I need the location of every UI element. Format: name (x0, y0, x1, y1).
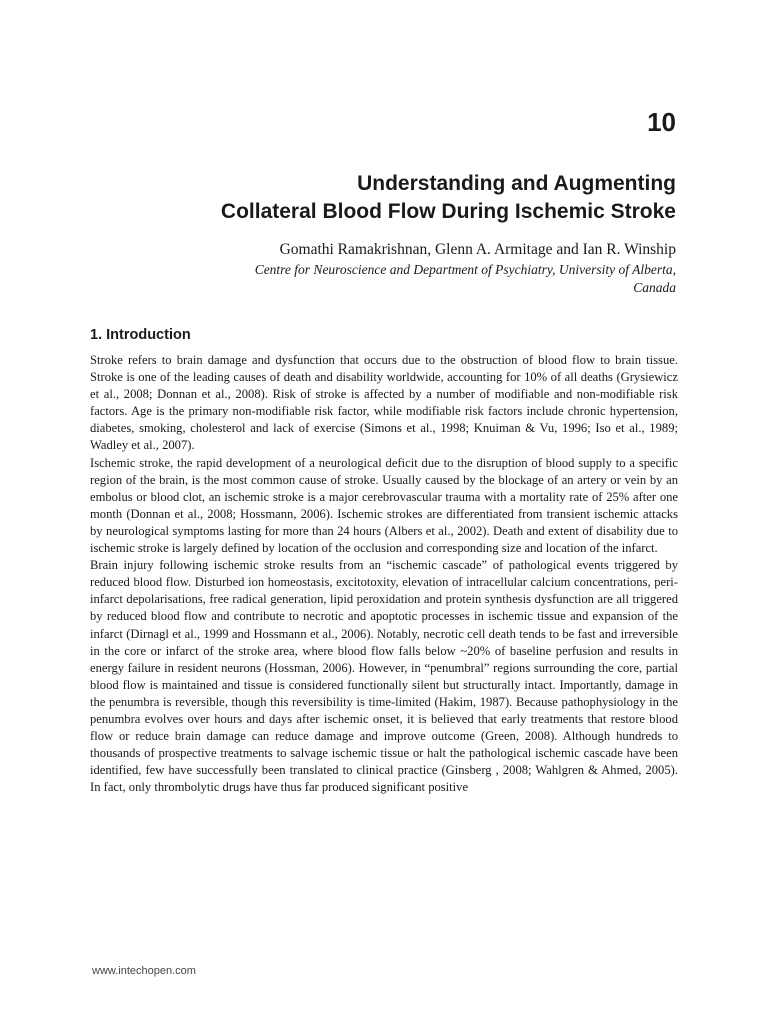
footer-url: www.intechopen.com (92, 965, 196, 977)
section-heading: 1. Introduction (90, 327, 191, 343)
body-paragraph: Brain injury following ischemic stroke results from an “ischemic cascade” of pathological events triggered by reduced blood flow. Disturbed ion homeostasis, excitotoxity, elevation of intracellular calcium concentrations, peri-infarct depolarisations, free radical generation, lipid peroxidation and protein synthesis dysfunction are all triggered by reduced blood flow and contribute to necrotic and apoptotic processes in ischemic tissue and expansion of the infarct (Dirnagl et al., 1999 and Hossmann et al., 2006). Notably, necrotic cell death tends to be fast and irreversible in the core or infarct of the stroke area, where blood flow falls below ~20% of baseline perfusion and results in energy failure in resident neurons (Hossman, 2006). However, in “penumbral” regions surrounding the core, partial blood flow is maintained and tissue is considered functionally silent but structurally intact. Importantly, damage in the penumbra is reversible, though this reversibility is time-limited (Hakim, 1987). Because pathophysiology in the penumbra evolves over hours and days after ischemic onset, it is believed that early treatments that restore blood flow or reduce brain damage can reduce damage and improve outcome (Green, 2008). Although hundreds to thousands of prospective treatments to salvage ischemic tissue or halt the pathological ischemic cascade have been identified, few have successfully been translated to clinical practice (Ginsberg , 2008; Wahlgren & Ahmed, 2005). In fact, only thrombolytic drugs have thus far produced significant positive (90, 558, 678, 795)
chapter-number: 10 (647, 107, 676, 137)
section-body (90, 352, 678, 796)
affiliation-line-2: Canada (633, 280, 676, 295)
chapter-title (56, 170, 676, 226)
body-paragraph: Stroke refers to brain damage and dysfunction that occurs due to the obstruction of blood flow to brain tissue. Stroke is one of the leading causes of death and disability worldwide, accounting for 10% of all deaths (Grysiewicz et al., 2008; Donnan et al., 2008). Risk of stroke is affected by a number of modifiable and non-modifiable risk factors. Age is the primary non-modifiable risk factor, while modifiable risk factors include chronic hypertension, diabetes, smoking, cholesterol and lack of exercise (Simons et al., 1998; Knuiman & Vu, 1996; Iso et al., 1989; Wadley et al., 2007). (90, 353, 678, 453)
chapter-title-line-2: Collateral Blood Flow During Ischemic Stroke (220, 200, 676, 223)
author-affiliation (76, 261, 676, 297)
affiliation-line-1: Centre for Neuroscience and Department of Psychiatry, University of Alberta, (254, 262, 676, 277)
author-list: Gomathi Ramakrishnan, Glenn A. Armitage and Ian R. Winship (279, 241, 676, 258)
body-paragraph: Ischemic stroke, the rapid development of a neurological deficit due to the disruption of blood supply to a specific region of the brain, is the most common cause of stroke. Usually caused by the blockage of an artery or vein by an embolus or blood clot, an ischemic stroke is a major cerebrovascular trauma with a mortality rate of 25% after one month (Donnan et al., 2008; Hossmann, 2006). Ischemic strokes are differentiated from transient ischemic attacks by neurological symptoms lasting for more than 24 hours (Albers et al., 2002). Death and extent of disability due to ischemic stroke is largely defined by location of the occlusion and corresponding size and location of the infarct. (90, 455, 678, 556)
chapter-title-line-1: Understanding and Augmenting (357, 172, 676, 195)
